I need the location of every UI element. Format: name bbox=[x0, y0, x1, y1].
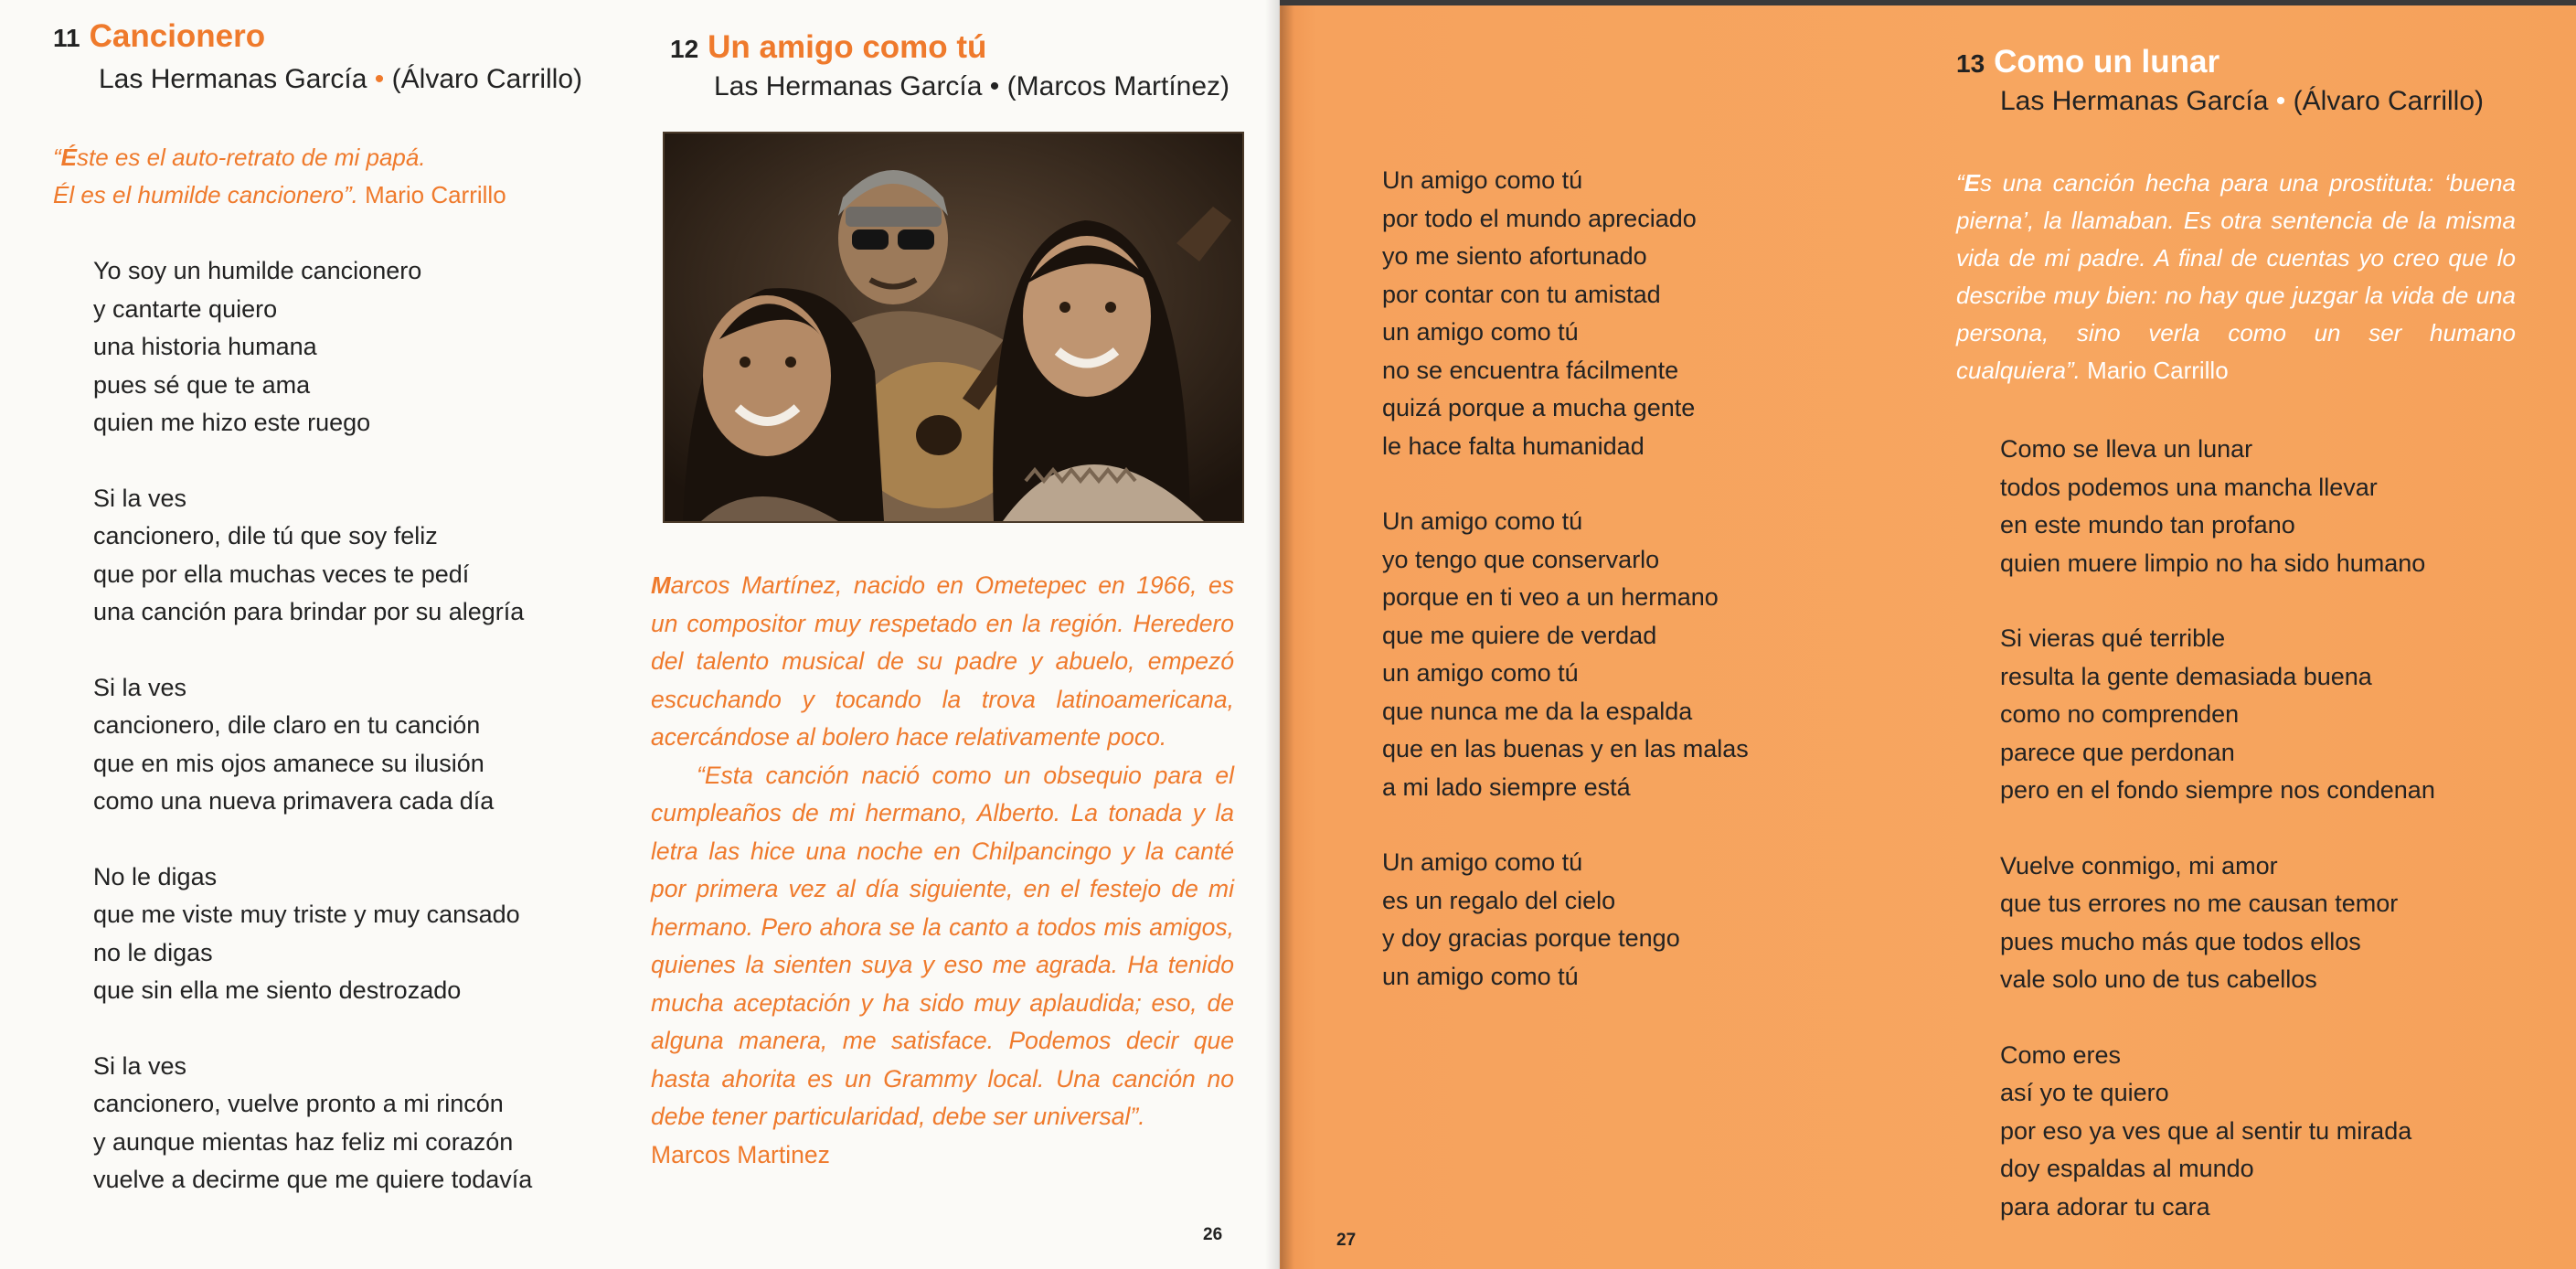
artist-name: Las Hermanas García bbox=[2000, 86, 2269, 116]
stanza bbox=[93, 669, 532, 821]
artist-name: Las Hermanas García bbox=[714, 71, 983, 101]
song-number: 13 bbox=[1956, 49, 1985, 78]
page-number: 27 bbox=[1336, 1231, 1357, 1250]
lyric-line: cancionero, dile tú que soy feliz bbox=[93, 522, 438, 549]
lyric-line: como no comprenden bbox=[2000, 700, 2240, 728]
composer-name: (Álvaro Carrillo) bbox=[2293, 86, 2485, 116]
lyric-line: Como se lleva un lunar bbox=[2000, 435, 2253, 463]
separator-dot: • bbox=[2275, 86, 2286, 116]
lyric-line: resulta la gente demasiada buena bbox=[2000, 662, 2372, 690]
song-title: Cancionero bbox=[89, 18, 266, 54]
bio-paragraph-2: “Esta canción nació como un obsequio para el cumpleaños de mi hermano, Alberto. La tonada y la letra las hice una noche en Chilpancingo y la canté por primera vez al día siguiente, en el festejo de mi hermano. Pero ahora se la canto a todos mis amigos, quienes la sienten suya y eso me agrada. Ha tenido mucha aceptación y ha sido muy aplaudida; eso, de alguna manera, me satisface. Podemos decir que hasta ahorita es un Grammy local. Una canción no debe tener particularidad, debe ser universal”. bbox=[651, 761, 1234, 1130]
song-number: 11 bbox=[53, 24, 80, 52]
song-number: 12 bbox=[670, 35, 699, 63]
song-title: Como un lunar bbox=[1994, 44, 2220, 80]
bio-drop-letter: M bbox=[651, 571, 671, 599]
quote-author: Mario Carrillo bbox=[2087, 357, 2229, 384]
lyric-line: pues sé que te ama bbox=[93, 370, 311, 399]
lyric-line: por todo el mundo apreciado bbox=[1382, 204, 1697, 232]
composer-name: (Marcos Martínez) bbox=[1006, 71, 1230, 101]
lyric-line: todos podemos una mancha llevar bbox=[2000, 473, 2378, 501]
song-13-header bbox=[1956, 44, 2484, 117]
song-11-lyrics bbox=[93, 252, 532, 1200]
lyric-line: un amigo como tú bbox=[1382, 962, 1579, 990]
lyric-line: una historia humana bbox=[93, 333, 317, 360]
song-12-header bbox=[670, 29, 1229, 102]
stanza bbox=[1382, 162, 1749, 465]
lyric-line: es un regalo del cielo bbox=[1382, 886, 1616, 914]
lyric-line: parece que perdonan bbox=[2000, 738, 2235, 766]
stanza bbox=[93, 1048, 532, 1200]
performers-photo bbox=[665, 133, 1242, 521]
separator-dot: • bbox=[374, 64, 385, 94]
artist-name: Las Hermanas García bbox=[99, 64, 367, 94]
lyric-line: yo me siento afortunado bbox=[1382, 242, 1647, 270]
quote-line-1: ste es el auto-retrato de mi papá. bbox=[77, 144, 426, 171]
lyric-line: Un amigo como tú bbox=[1382, 166, 1583, 194]
lyric-line: un amigo como tú bbox=[1382, 659, 1579, 687]
lyric-line: que en las buenas y en las malas bbox=[1382, 735, 1749, 762]
lyric-line: cancionero, vuelve pronto a mi rincón bbox=[93, 1090, 504, 1117]
lyric-line: un amigo como tú bbox=[1382, 318, 1579, 346]
lyric-line: Si vieras qué terrible bbox=[2000, 624, 2226, 652]
song-13-lyrics bbox=[2000, 431, 2435, 1226]
lyric-line: en este mundo tan profano bbox=[2000, 511, 2295, 539]
lyric-line: y doy gracias porque tengo bbox=[1382, 924, 1680, 952]
lyric-line: Como eres bbox=[2000, 1040, 2122, 1069]
stanza bbox=[2000, 848, 2435, 999]
lyric-line: a mi lado siempre está bbox=[1382, 773, 1631, 801]
lyric-line: que tus errores no me causan temor bbox=[2000, 890, 2399, 917]
stanza bbox=[93, 252, 532, 443]
composer-name: (Álvaro Carrillo) bbox=[391, 64, 583, 94]
lyric-line: yo tengo que conservarlo bbox=[1382, 545, 1660, 573]
lyric-line: le hace falta humanidad bbox=[1382, 432, 1645, 460]
lyric-line: no le digas bbox=[93, 938, 213, 966]
lyric-line: No le digas bbox=[93, 862, 218, 890]
bio-author: Marcos Martinez bbox=[651, 1140, 830, 1168]
stanza bbox=[2000, 620, 2435, 810]
lyric-line: Si la ves bbox=[93, 1051, 187, 1080]
lyric-line: que en mis ojos amanece su ilusión bbox=[93, 749, 484, 777]
song-credits bbox=[99, 64, 582, 95]
right-page bbox=[1280, 0, 2576, 1269]
lyric-line: Si la ves bbox=[93, 484, 187, 512]
stanza bbox=[93, 858, 532, 1010]
stanza bbox=[1382, 503, 1749, 806]
lyric-line: quizá porque a mucha gente bbox=[1382, 394, 1696, 421]
lyric-line: pues mucho más que todos ellos bbox=[2000, 927, 2361, 955]
lyric-line: que me quiere de verdad bbox=[1382, 621, 1657, 649]
lyric-line: quien me hizo este ruego bbox=[93, 409, 371, 436]
lyric-line: quien muere limpio no ha sido humano bbox=[2000, 549, 2426, 577]
separator-dot: • bbox=[989, 71, 1000, 101]
left-page bbox=[0, 0, 1280, 1269]
lyric-line: una canción para brindar por su alegría bbox=[93, 598, 525, 625]
lyric-line: pero en el fondo siempre nos condenan bbox=[2000, 776, 2435, 804]
lyric-line: porque en ti veo a un hermano bbox=[1382, 583, 1719, 611]
song-12-bio bbox=[651, 567, 1234, 1174]
lyric-line: por eso ya ves que al sentir tu mirada bbox=[2000, 1116, 2412, 1145]
lyric-line: que me viste muy triste y muy cansado bbox=[93, 901, 520, 928]
lyric-line: como una nueva primavera cada día bbox=[93, 787, 495, 815]
lyric-line: Un amigo como tú bbox=[1382, 848, 1583, 876]
song-13-quote bbox=[1956, 165, 2516, 389]
lyric-line: por contar con tu amistad bbox=[1382, 280, 1661, 308]
book-gutter bbox=[1265, 0, 1294, 1269]
lyric-line: y cantarte quiero bbox=[93, 294, 278, 323]
song-11-quote: “Éste es el auto-retrato de mi papá. Él es el humilde cancionero”. Mario Carrillo bbox=[53, 144, 506, 208]
quote-open-mark: “ bbox=[1956, 169, 1964, 197]
song-12-lyrics bbox=[1382, 162, 1749, 996]
quote-author: Mario Carrillo bbox=[365, 181, 506, 208]
song-title: Un amigo como tú bbox=[708, 29, 987, 65]
lyric-line: así yo te quiero bbox=[2000, 1079, 2169, 1106]
quote-line-2: Él es el humilde cancionero”. bbox=[53, 181, 358, 208]
quote-drop-letter: É bbox=[60, 144, 78, 171]
lyric-line: que nunca me da la espalda bbox=[1382, 697, 1693, 725]
song-credits bbox=[2000, 86, 2484, 117]
lyric-line: vale solo uno de tus cabellos bbox=[2000, 965, 2317, 993]
scan-edge bbox=[1280, 0, 2576, 5]
lyric-line: vuelve a decirme que me quiere todavía bbox=[93, 1166, 533, 1193]
lyric-line: Yo soy un humilde cancionero bbox=[93, 257, 422, 284]
song-11-header bbox=[53, 18, 582, 95]
stanza bbox=[2000, 431, 2435, 582]
song-credits bbox=[714, 71, 1229, 102]
lyric-line: cancionero, dile claro en tu canción bbox=[93, 711, 481, 739]
bio-paragraph-1: arcos Martínez, nacido en Ometepec en 1966, es un compositor muy respetado en la región. Heredero del talento musical de su padre y abuelo, empezó escuchando y tocando la trova latinoamericana, acercándose al bolero hace relativamente poco. bbox=[651, 571, 1234, 751]
lyric-line: que sin ella me siento destrozado bbox=[93, 976, 462, 1004]
lyric-line: Un amigo como tú bbox=[1382, 507, 1583, 535]
quote-drop-letter: E bbox=[1964, 169, 1981, 197]
lyric-line: Vuelve conmigo, mi amor bbox=[2000, 851, 2278, 880]
lyric-line: que por ella muchas veces te pedí bbox=[93, 560, 470, 588]
lyric-line: y aunque mientas haz feliz mi corazón bbox=[93, 1127, 514, 1156]
stanza bbox=[1382, 844, 1749, 996]
lyric-line: doy espaldas al mundo bbox=[2000, 1155, 2254, 1182]
stanza bbox=[93, 480, 532, 632]
quote-text: s una canción hecha para una prostituta: ‘buena pierna’, la llamaban. Es otra sentencia de la misma vida de mi padre. A final de cuentas yo creo que lo describe muy bien: no hay que juzgar la vida de una persona, sino verla como un ser humano cualquiera”. bbox=[1956, 169, 2516, 384]
page-number: 26 bbox=[1203, 1225, 1223, 1244]
lyric-line: Si la ves bbox=[93, 673, 187, 701]
lyric-line: para adorar tu cara bbox=[2000, 1192, 2210, 1221]
stanza bbox=[2000, 1037, 2435, 1227]
lyric-line: no se encuentra fácilmente bbox=[1382, 356, 1679, 384]
